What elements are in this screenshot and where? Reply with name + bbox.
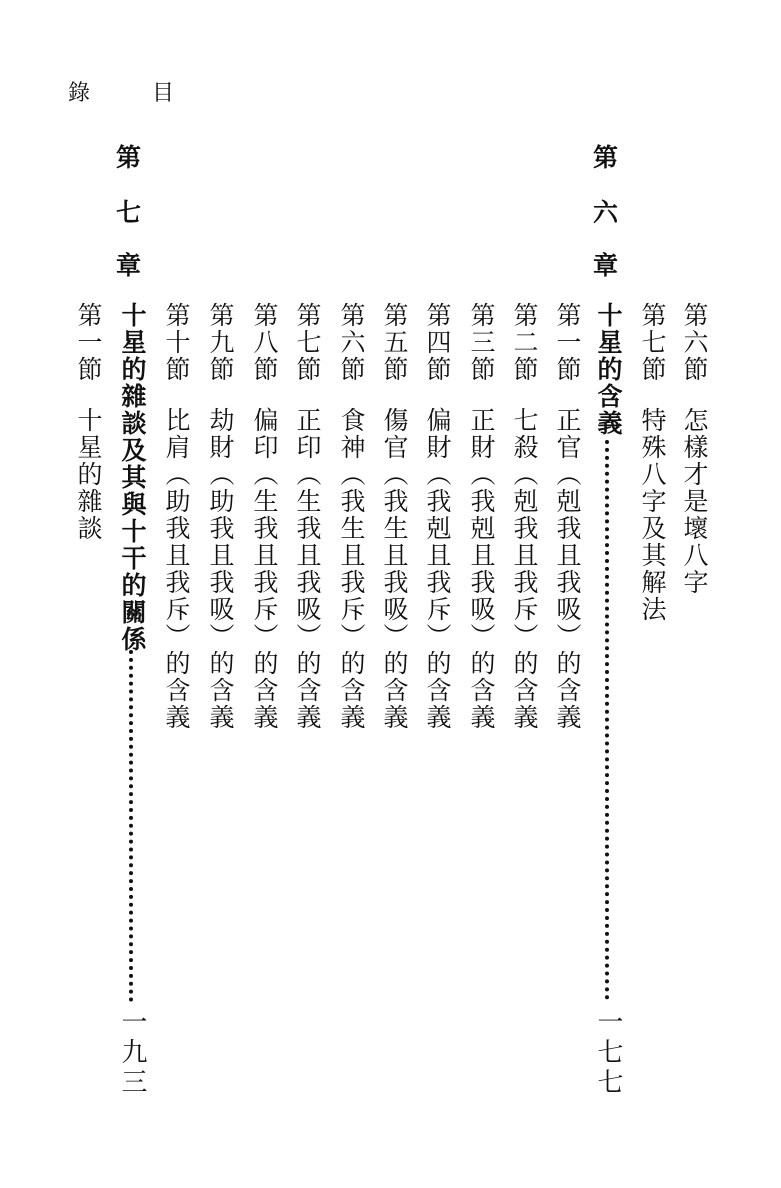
chapter-6-page-number: 一七七 bbox=[593, 1008, 623, 1098]
toc-entry-6-2[interactable] bbox=[508, 302, 540, 731]
section-title: 正財（我剋且我吸）的含義 bbox=[467, 407, 496, 731]
header-lu: 錄 bbox=[68, 81, 91, 106]
toc-entry-6-8[interactable] bbox=[248, 302, 280, 731]
section-number: 第二節 bbox=[510, 302, 539, 383]
section-number: 第七節 bbox=[293, 302, 322, 383]
toc-entry-6-1[interactable] bbox=[551, 302, 583, 731]
section-title: 特殊八字及其解法 bbox=[638, 407, 667, 623]
toc-entry-6-4[interactable] bbox=[421, 302, 453, 731]
chapter-6-title[interactable]: 十星的含義 bbox=[594, 302, 623, 437]
section-number: 第八節 bbox=[250, 302, 279, 383]
chapter-6-label-zhang: 章 bbox=[593, 251, 619, 280]
toc-entry-6-6b[interactable] bbox=[335, 302, 367, 731]
section-number: 第一節 bbox=[553, 302, 582, 383]
chapter-7-leader bbox=[129, 650, 137, 1002]
toc-entry-6-9[interactable] bbox=[204, 302, 236, 731]
section-title: 傷官（我生且我吸）的含義 bbox=[380, 407, 409, 731]
chapter-7-label-num: 七 bbox=[116, 198, 142, 227]
toc-entry-6-6[interactable] bbox=[678, 302, 710, 596]
section-title: 正印（生我且我吸）的含義 bbox=[293, 407, 322, 731]
section-number: 第九節 bbox=[206, 302, 235, 383]
chapter-7-page-number: 一九三 bbox=[117, 1008, 147, 1098]
section-number: 第六節 bbox=[680, 302, 709, 383]
section-number: 第四節 bbox=[423, 302, 452, 383]
chapter-7-label-zhang: 章 bbox=[116, 251, 142, 280]
chapter-7-label-di: 第 bbox=[116, 143, 142, 172]
section-number: 第五節 bbox=[380, 302, 409, 383]
toc-entry-7-1[interactable] bbox=[72, 302, 104, 542]
section-title: 十星的雜談 bbox=[74, 407, 103, 542]
chapter-7-title[interactable]: 十星的雜談及其與十干的關係 bbox=[118, 302, 147, 653]
section-title: 食神（我生且我斥）的含義 bbox=[337, 407, 366, 731]
section-title: 七殺（剋我且我斥）的含義 bbox=[510, 407, 539, 731]
section-title: 劫財（助我且我吸）的含義 bbox=[206, 407, 235, 731]
section-number: 第六節 bbox=[337, 302, 366, 383]
toc-entry-6-7b[interactable] bbox=[291, 302, 323, 731]
section-number: 第十節 bbox=[162, 302, 191, 383]
header-mu: 目 bbox=[152, 81, 175, 106]
section-number: 第三節 bbox=[467, 302, 496, 383]
toc-entry-6-5[interactable] bbox=[378, 302, 410, 731]
chapter-6-label-num: 六 bbox=[593, 198, 619, 227]
toc-entry-6-10[interactable] bbox=[160, 302, 192, 731]
section-number: 第七節 bbox=[638, 302, 667, 383]
section-title: 怎樣才是壞八字 bbox=[680, 407, 709, 596]
chapter-6-label-di: 第 bbox=[593, 143, 619, 172]
chapter-6-leader bbox=[605, 440, 613, 1000]
section-title: 偏印（生我且我斥）的含義 bbox=[250, 407, 279, 731]
section-title: 偏財（我剋且我斥）的含義 bbox=[423, 407, 452, 731]
section-number: 第一節 bbox=[74, 302, 103, 383]
toc-entry-6-3[interactable] bbox=[465, 302, 497, 731]
section-title: 正官（剋我且我吸）的含義 bbox=[553, 407, 582, 731]
toc-entry-6-7[interactable] bbox=[636, 302, 668, 623]
section-title: 比肩（助我且我斥）的含義 bbox=[162, 407, 191, 731]
